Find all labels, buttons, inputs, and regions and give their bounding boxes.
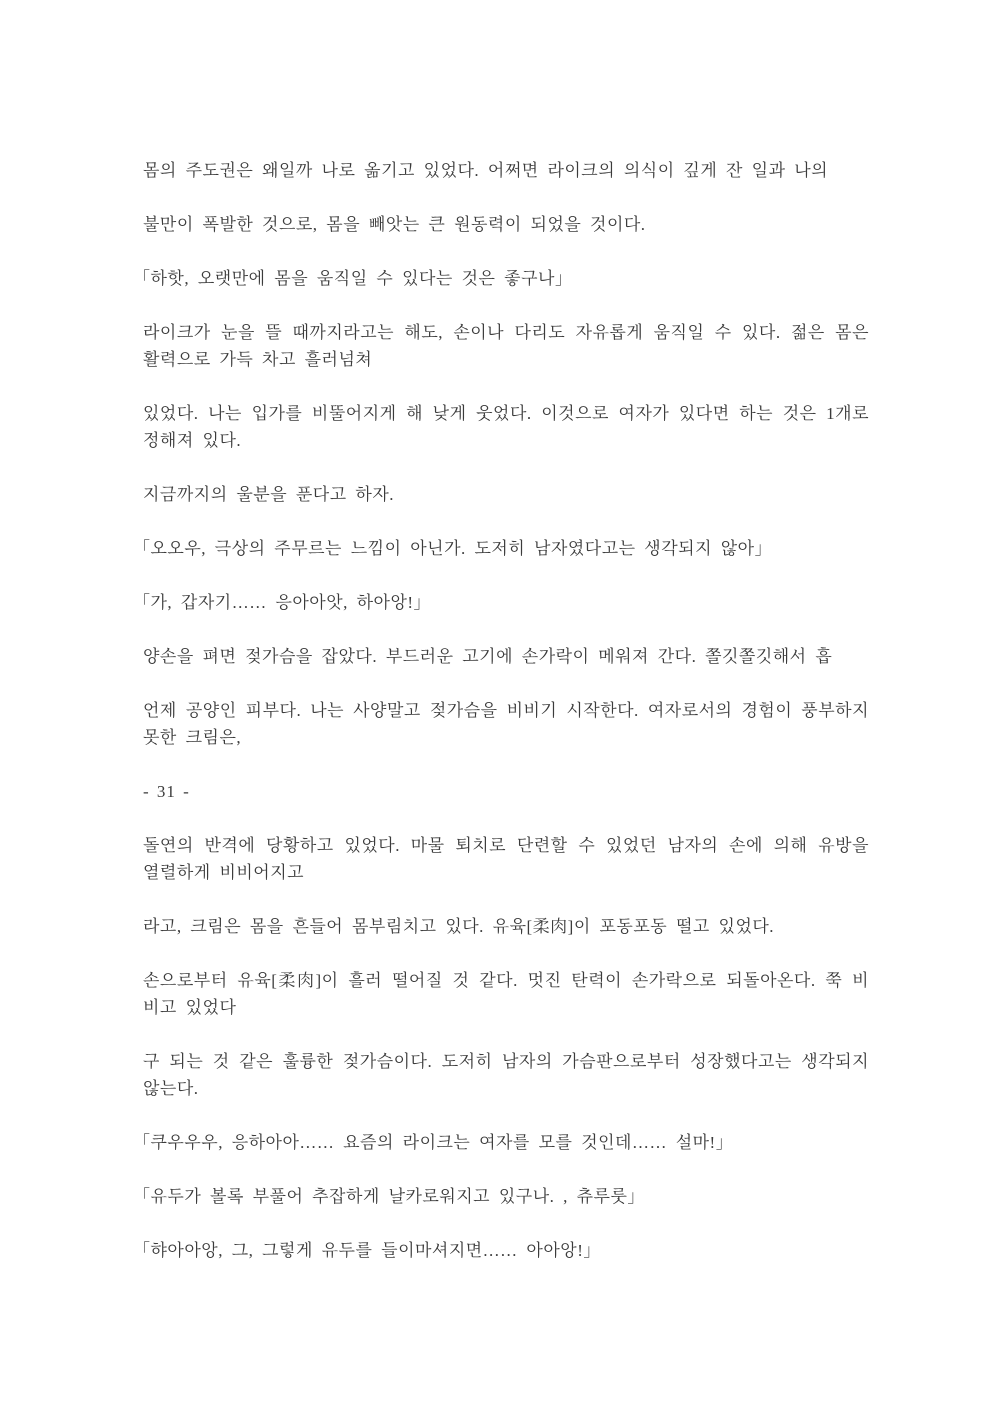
dialogue-paragraph: 「쿠우우우, 응하아아…… 요즘의 라이크는 여자를 모를 것인데…… 설마!」 — [133, 1133, 734, 1152]
paragraph: 불만이 폭발한 것으로, 몸을 빼앗는 큰 원동력이 되었을 것이다. — [143, 215, 646, 234]
paragraph: 몸의 주도권은 왜일까 나로 옮기고 있었다. 어쩌면 라이크의 의식이 깊게 잔 일과 나의 — [143, 161, 829, 180]
dialogue-paragraph: 「가, 갑자기…… 응아아앗, 하아앙!」 — [133, 593, 432, 612]
dialogue-paragraph: 「하핫, 오랫만에 몸을 움직일 수 있다는 것은 좋구나」 — [133, 269, 573, 288]
paragraph: 지금까지의 울분을 푼다고 하자. — [143, 485, 394, 504]
dialogue-paragraph: 「유두가 볼록 부풀어 추잡하게 날카로워지고 있구나. , 츄루룻」 — [133, 1187, 645, 1206]
dialogue-paragraph: 「햐아아앙, 그, 그렇게 유두를 들이마셔지면…… 아아앙!」 — [133, 1241, 601, 1260]
paragraph: 라고, 크림은 몸을 흔들어 몸부림치고 있다. 유육[柔肉]이 포동포동 떨고 있었다. — [143, 917, 775, 936]
paragraph: 언제 공양인 피부다. 나는 사양말고 젖가슴을 비비기 시작한다. 여자로서의 경험이 풍부하지 못한 크림은, — [143, 701, 869, 747]
paragraph: 손으로부터 유육[柔肉]이 흘러 떨어질 것 같다. 멋진 탄력이 손가락으로 되돌아온다. 쭉 비비고 있었다 — [143, 971, 869, 1017]
dialogue-paragraph: 「오오우, 극상의 주무르는 느낌이 아닌가. 도저히 남자였다고는 생각되지 않아」 — [133, 539, 773, 558]
page-number: - 31 - — [143, 782, 190, 801]
paragraph: 있었다. 나는 입가를 비뚤어지게 해 낮게 웃었다. 이것으로 여자가 있다면 하는 것은 1개로 정해져 있다. — [143, 404, 869, 450]
paragraph: 구 되는 것 같은 훌륭한 젖가슴이다. 도저히 남자의 가슴판으로부터 성장했다고는 생각되지 않는다. — [143, 1052, 869, 1098]
paragraph: 돌연의 반격에 당황하고 있었다. 마물 퇴치로 단련할 수 있었던 남자의 손에 의해 유방을 열렬하게 비비어지고 — [143, 836, 869, 882]
paragraph: 양손을 펴면 젖가슴을 잡았다. 부드러운 고기에 손가락이 메워져 간다. 쫄깃쫄깃해서 흡 — [143, 647, 833, 666]
paragraph: 라이크가 눈을 뜰 때까지라고는 해도, 손이나 다리도 자유롭게 움직일 수 있다. 젊은 몸은 활력으로 가득 차고 흘러넘쳐 — [143, 323, 869, 369]
